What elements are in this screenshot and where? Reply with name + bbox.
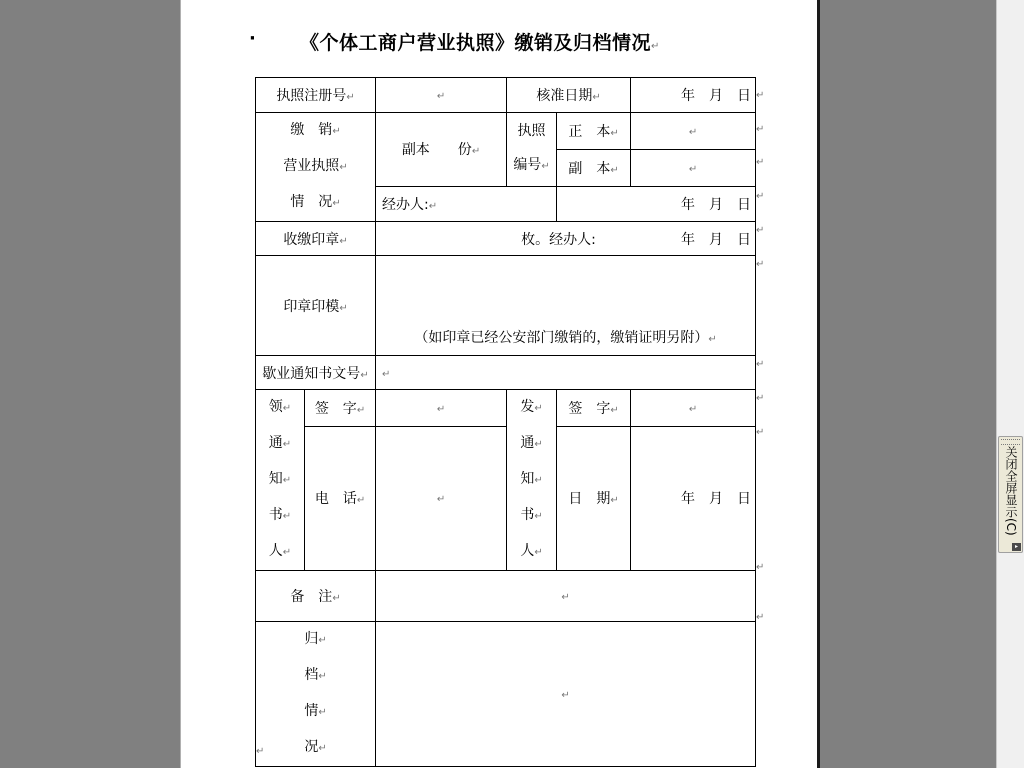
row-end-mark: ↵ (756, 225, 765, 236)
date-label: 日 期↵ (557, 426, 631, 570)
issue-date-value[interactable]: 年 月 日 (631, 426, 756, 570)
dropdown-arrow-icon[interactable]: ▸ (1012, 543, 1021, 551)
receive-notice-label: 领↵ 通↵ 知↵ 书↵ 人↵ (256, 390, 305, 571)
phone-value[interactable]: ↵ (376, 426, 507, 570)
cancellation-form-table (255, 77, 756, 767)
row-end-mark: ↵ (756, 427, 765, 438)
notice-no-label: 歇业通知书文号↵ (256, 356, 376, 390)
handler-date[interactable]: 年 月 日 (557, 186, 756, 221)
original-value[interactable]: ↵ (631, 113, 756, 150)
approval-date-label: 核准日期↵ (507, 78, 631, 113)
seal-collect-value[interactable]: 枚。经办人: 年 月 日 (376, 222, 756, 256)
side-panel (996, 0, 1024, 768)
seal-impression-area[interactable]: （如印章已经公安部门缴销的，缴销证明另附）↵ (376, 256, 756, 356)
handler-cell[interactable]: 经办人:↵ (376, 186, 557, 221)
row-end-mark: ↵ (756, 157, 765, 168)
receive-signature-label: 签 字↵ (305, 390, 376, 427)
issue-signature-value[interactable]: ↵ (631, 390, 756, 427)
row-end-mark: ↵ (756, 191, 765, 202)
receive-signature-value[interactable]: ↵ (376, 390, 507, 427)
row-end-mark: ↵ (756, 90, 765, 101)
seal-impression-label: 印章印模↵ (256, 256, 376, 356)
paragraph-end-mark: ↵ (256, 746, 265, 757)
row-end-mark: ↵ (756, 612, 765, 623)
remarks-value[interactable]: ↵ (376, 571, 756, 622)
phone-label: 电 话↵ (305, 426, 376, 570)
close-fullscreen-button[interactable] (998, 436, 1023, 553)
license-no-label: 执照 编号↵ (507, 113, 557, 187)
reg-no-label: 执照注册号↵ (256, 78, 376, 113)
cancel-status-label: 缴 销↵ 营业执照↵ 情 况↵ (256, 113, 376, 222)
duplicate-label: 副 本↵ (557, 150, 631, 186)
seal-collect-label: 收缴印章↵ (256, 222, 376, 256)
close-fullscreen-label: 关闭全屏显示(C) (1004, 446, 1018, 536)
archive-value[interactable]: ↵ (376, 622, 756, 767)
row-end-mark: ↵ (756, 393, 765, 404)
document-title: 《个体工商户营业执照》缴销及归档情况↵ (300, 32, 660, 54)
row-end-mark: ↵ (756, 359, 765, 370)
duplicate-value[interactable]: ↵ (631, 150, 756, 186)
archive-label: 归↵ 档↵ 情↵ 况↵ (256, 622, 376, 767)
notice-no-value[interactable]: ↵ (376, 356, 756, 390)
grip-icon (1001, 439, 1020, 445)
copy-count-cell[interactable]: 副本 份↵ (376, 113, 507, 187)
row-end-mark: ↵ (756, 259, 765, 270)
row-end-mark: ↵ (756, 124, 765, 135)
approval-date-value[interactable]: 年 月 日 (631, 78, 756, 113)
issue-notice-label: 发↵ 通↵ 知↵ 书↵ 人↵ (507, 390, 557, 571)
original-label: 正 本↵ (557, 113, 631, 150)
row-end-mark: ↵ (756, 562, 765, 573)
page-shadow (817, 0, 820, 768)
title-bullet: · (249, 28, 256, 49)
remarks-label: 备 注↵ (256, 571, 376, 622)
paragraph-mark: ↵ (651, 41, 660, 52)
reg-no-value[interactable]: ↵ (376, 78, 507, 113)
issue-signature-label: 签 字↵ (557, 390, 631, 427)
